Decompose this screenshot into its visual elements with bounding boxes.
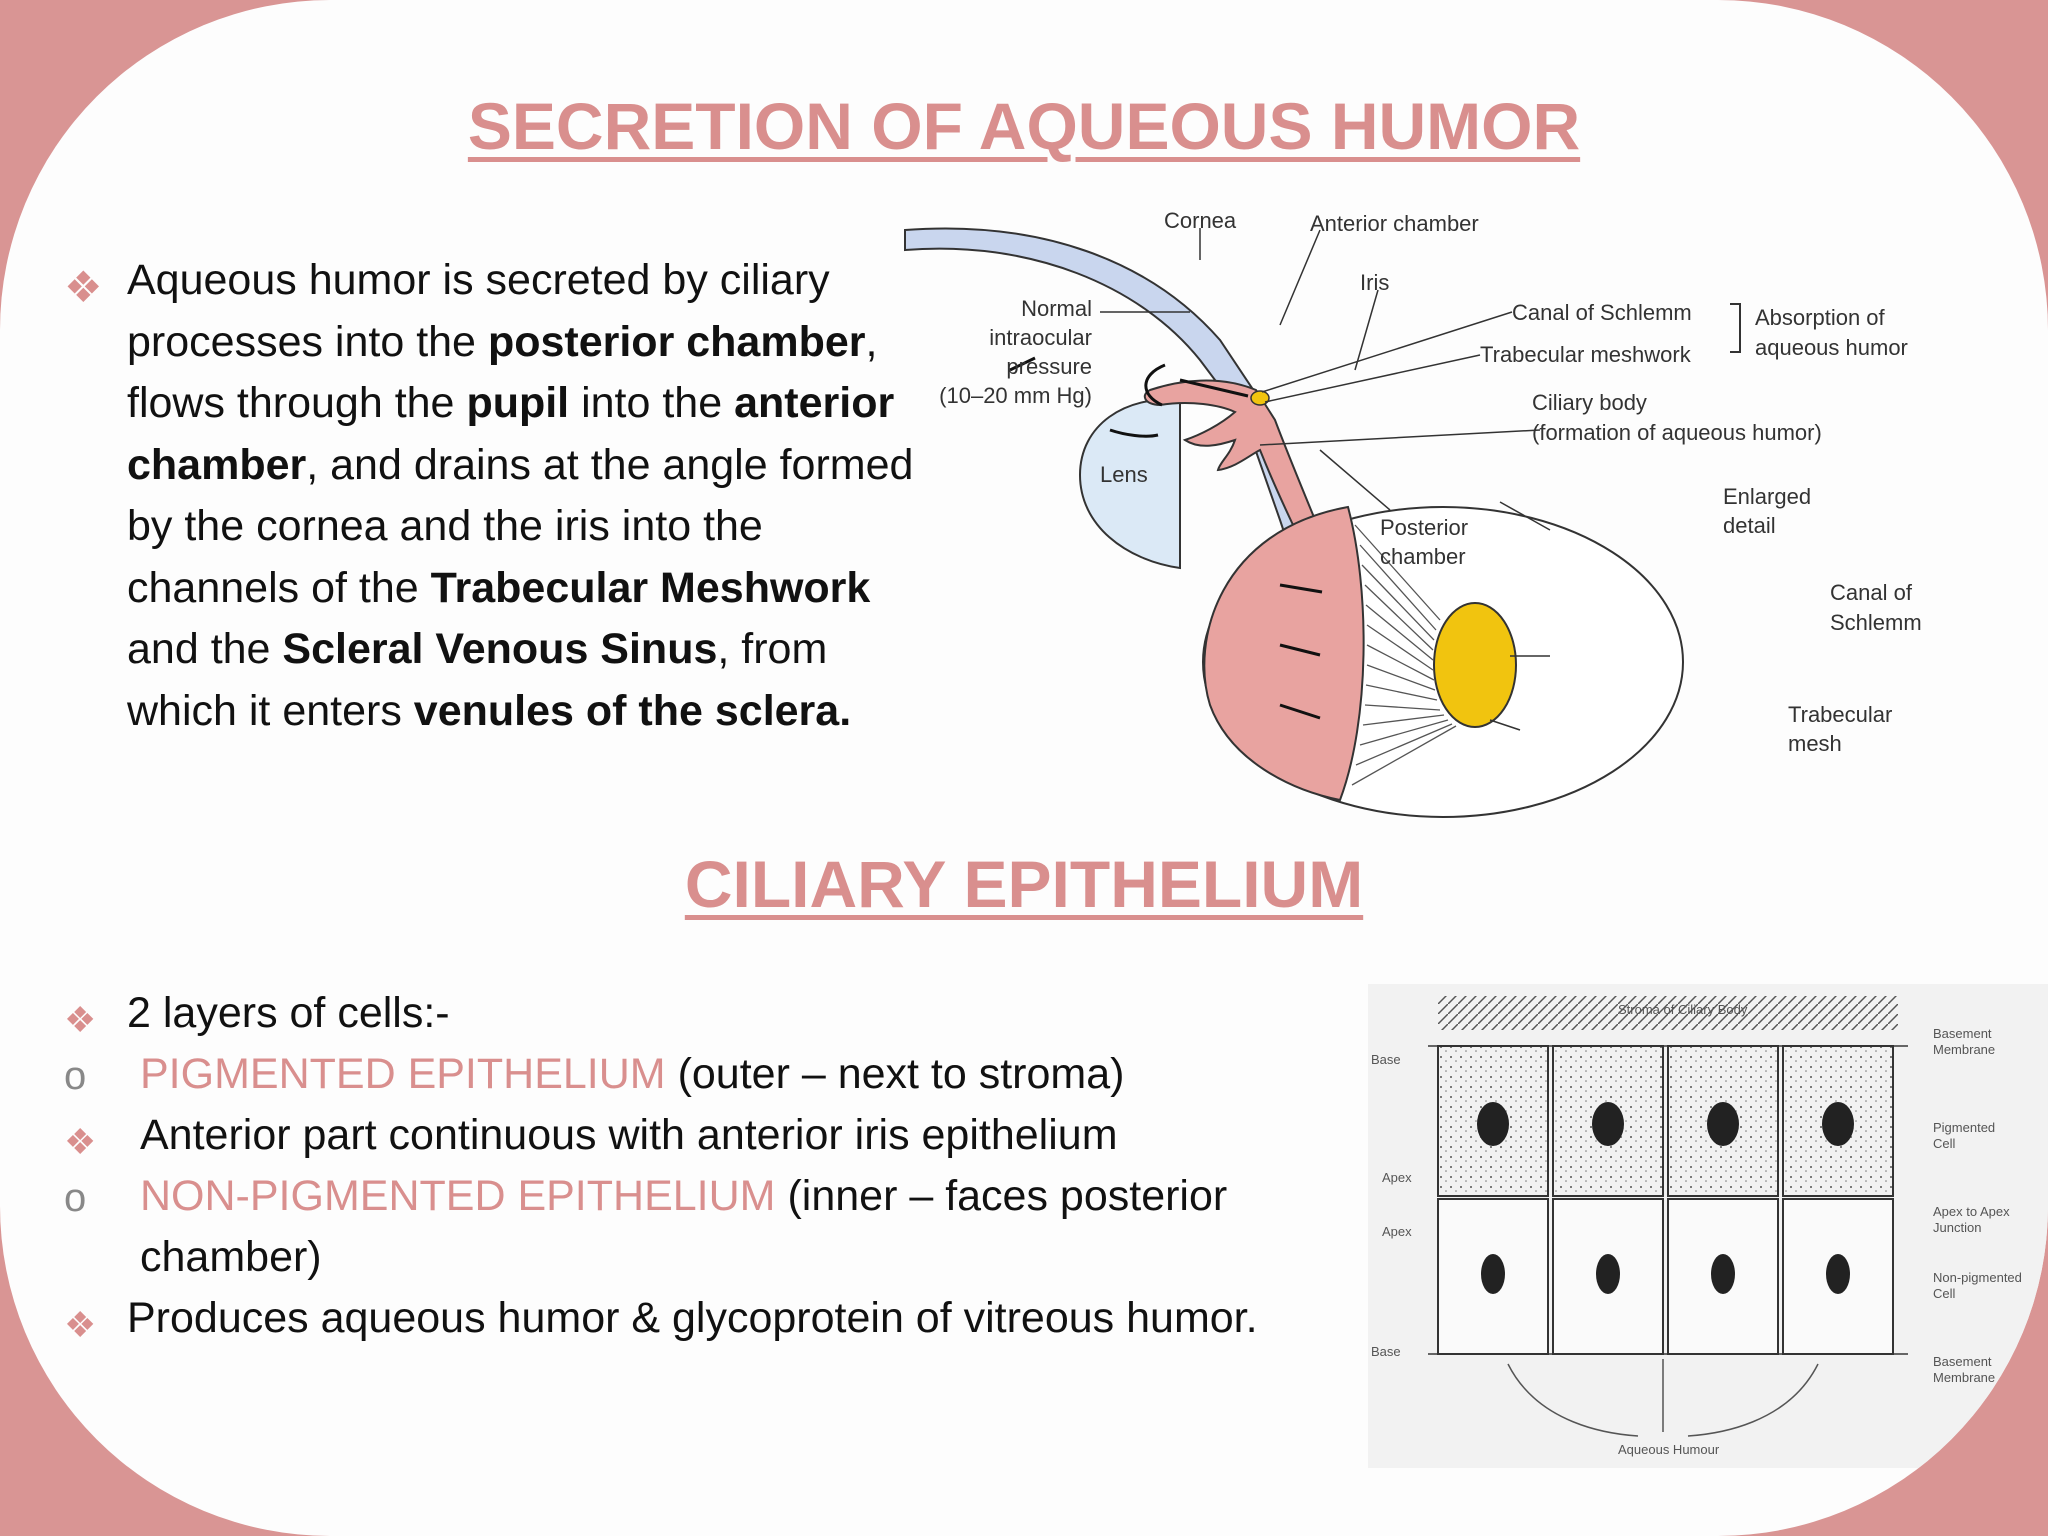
bullet-diamond-icon: ❖ (64, 1304, 97, 1345)
label-pigmented-2: Cell (1933, 1136, 1956, 1151)
circle-bullet-icon: o (64, 1176, 87, 1220)
bullet-diamond-icon: ❖ (64, 999, 97, 1040)
pigmented-epithelium-heading: PIGMENTED EPITHELIUM (140, 1050, 666, 1098)
nucleus (1477, 1102, 1509, 1146)
nucleus (1826, 1254, 1850, 1294)
label-absorption-2: aqueous humor (1755, 335, 1908, 360)
label-cornea: Cornea (1164, 208, 1237, 233)
nucleus (1822, 1102, 1854, 1146)
label-canal-of-2: Schlemm (1830, 610, 1922, 635)
list-item-text: Anterior part continuous with anterior iris epithelium (140, 1111, 1118, 1159)
label-enlarged-1: Enlarged (1723, 484, 1812, 509)
label-apex-junction-1: Apex to Apex (1933, 1204, 2010, 1219)
nucleus (1481, 1254, 1505, 1294)
label-intraocular: intraocular (989, 325, 1092, 350)
label-apex-junction-2: Junction (1933, 1220, 1982, 1235)
label-base-top: Base (1371, 1052, 1401, 1067)
non-pigmented-epithelium-heading: NON-PIGMENTED EPITHELIUM (140, 1172, 776, 1220)
label-posterior-1: Posterior (1380, 515, 1469, 540)
ciliary-epithelium-diagram (1368, 984, 2048, 1468)
nucleus (1707, 1102, 1739, 1146)
label-base-bottom: Base (1371, 1344, 1401, 1359)
label-normal: Normal (1021, 296, 1092, 321)
enlarged-ciliary-tissue (1204, 507, 1363, 800)
label-enlarged-2: detail (1723, 513, 1776, 538)
label-pressure: pressure (1006, 354, 1092, 379)
label-nonpigmented-2: Cell (1933, 1286, 1956, 1301)
nucleus (1592, 1102, 1624, 1146)
aqueous-flow-diagram (900, 200, 1960, 820)
label-lens: Lens (1100, 462, 1148, 487)
label-nonpigmented-1: Non-pigmented (1933, 1270, 2022, 1285)
secretion-text: Aqueous humor is secreted by ciliary processes into the posterior chamber, flows through the pupil into the anterior chamber, and drains at the angle formed by the cornea and the iris into the channels of the Trabecular Meshwork and the Scleral Venous Sinus, from which it enters venules of the sclera. (127, 256, 914, 735)
label-trab-1: Trabecular (1788, 702, 1893, 727)
label-absorption-1: Absorption of (1755, 305, 1885, 330)
nucleus (1711, 1254, 1735, 1294)
label-basement-top-1: Basement (1933, 1026, 1992, 1041)
label-ciliary-body-1: Ciliary body (1532, 390, 1647, 415)
bullet-diamond-icon: ❖ (64, 1121, 97, 1162)
label-basement-bottom-1: Basement (1933, 1354, 1992, 1369)
nucleus (1596, 1254, 1620, 1294)
label-trabecular-meshwork: Trabecular meshwork (1480, 342, 1691, 367)
list-item-text: 2 layers of cells:- (127, 989, 450, 1037)
label-basement-bottom-2: Membrane (1933, 1370, 1996, 1385)
absorption-bracket (1730, 304, 1740, 352)
slide-background: SECRETION OF AQUEOUS HUMOR ❖ Aqueous humor is secreted by ciliary processes into the posterior chamber, flows through the pupil into the anterior chamber, and drains at the angle formed by the cornea and the iris into the channels of the Trabecular Meshwork and the Scleral Venous Sinus, from which it enters venules of the sclera. Cornea Anterior chamber Iris Normal intraocular pressure (10–20 mm Hg) Canal of Schlemm Trabecular meshwork Absorption of aqueous humor Ciliary body (formation of aqueous humor) Lens Posterior chamber Enlarged detail Canal of Schlemm Trabecular mesh CILIARY EPITHELIUM ❖ 2 layers of cells:- o PIGMENTED EPITHELIUM (outer – next to stroma) ❖ Anterior part continuous with anterior iris epithelium o NON-PIGMENTED EPITHELIUM (inner – faces posterior chamber) ❖ Produces aqueous humor & glycoprotein of vitreous humor. Stroma of Ciliary Body Base Apex Apex Base Basement Membrane Pigmented Cell Apex to Apex Junction Non-pigmented Cell Basement Membrane Aqueous Humour (0, 0, 2048, 1536)
label-apex-2: Apex (1382, 1224, 1412, 1239)
label-canal-of-schlemm: Canal of Schlemm (1512, 300, 1692, 325)
label-mmhg: (10–20 mm Hg) (939, 383, 1092, 408)
circle-bullet-icon: o (64, 1054, 87, 1098)
label-pigmented-1: Pigmented (1933, 1120, 1996, 1135)
bullet-diamond-icon: ❖ (64, 264, 103, 312)
label-aqueous-humour: Aqueous Humour (1618, 1442, 1720, 1457)
label-anterior-chamber: Anterior chamber (1310, 211, 1479, 236)
label-basement-top-2: Membrane (1933, 1042, 1996, 1057)
label-ciliary-body-2: (formation of aqueous humor) (1532, 420, 1822, 445)
label-iris: Iris (1360, 270, 1390, 295)
section-title-ciliary-epithelium: CILIARY EPITHELIUM (684, 847, 1364, 921)
label-trab-2: mesh (1788, 731, 1842, 756)
secretion-paragraph (64, 250, 924, 742)
canal-of-schlemm-enlarged (1434, 603, 1516, 727)
label-stroma: Stroma of Ciliary Body (1618, 1002, 1748, 1017)
label-apex-1: Apex (1382, 1170, 1412, 1185)
page-title: SECRETION OF AQUEOUS HUMOR (467, 89, 1581, 163)
label-posterior-2: chamber (1380, 544, 1466, 569)
canal-of-schlemm-small (1251, 391, 1269, 405)
label-canal-of-1: Canal of (1830, 580, 1912, 605)
list-item-text: Produces aqueous humor & glycoprotein of vitreous humor. (127, 1294, 1258, 1342)
